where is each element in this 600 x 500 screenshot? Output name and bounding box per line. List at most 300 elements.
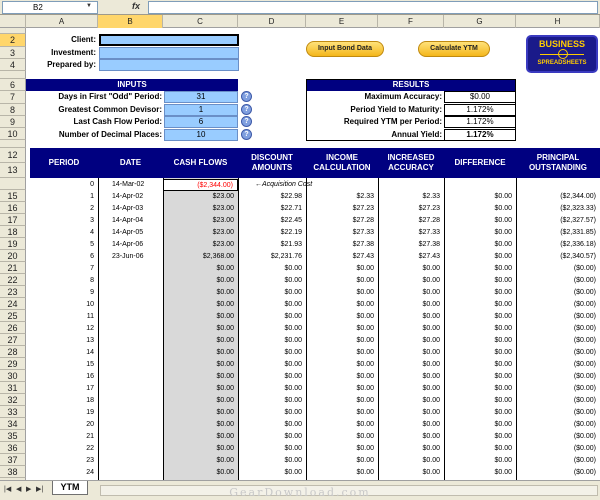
table-cell[interactable]: $27.43 xyxy=(352,253,374,260)
table-cell[interactable]: $0.00 xyxy=(284,301,302,308)
row-header-13[interactable]: 13 xyxy=(0,163,26,178)
table-cell[interactable]: $0.00 xyxy=(216,421,234,428)
row-header-5[interactable] xyxy=(0,71,26,79)
table-cell[interactable]: ($0.00) xyxy=(573,457,596,464)
table-cell[interactable]: $27.28 xyxy=(352,217,374,224)
table-cell[interactable]: $0.00 xyxy=(494,457,512,464)
table-cell[interactable] xyxy=(98,275,163,287)
table-cell[interactable]: ($0.00) xyxy=(573,385,596,392)
row-header-37[interactable]: 37 xyxy=(0,454,26,466)
table-cell[interactable]: $0.00 xyxy=(422,313,440,320)
table-cell[interactable]: 23-Jun-06 xyxy=(112,253,144,260)
table-cell[interactable] xyxy=(98,311,163,323)
table-cell[interactable]: 21 xyxy=(86,433,94,440)
table-cell[interactable] xyxy=(98,323,163,335)
table-cell[interactable]: $0.00 xyxy=(494,469,512,476)
table-cell[interactable]: 2 xyxy=(90,205,94,212)
table-cell[interactable]: 14 xyxy=(86,349,94,356)
table-cell[interactable] xyxy=(98,335,163,347)
table-cell[interactable]: $0.00 xyxy=(356,325,374,332)
table-cell[interactable] xyxy=(98,455,163,467)
table-cell[interactable] xyxy=(98,383,163,395)
results-value: 1.172% xyxy=(444,116,516,128)
prepared-by-field[interactable] xyxy=(99,59,239,71)
row-header-32[interactable]: 32 xyxy=(0,394,26,406)
table-cell[interactable]: $0.00 xyxy=(284,457,302,464)
table-cell[interactable]: $0.00 xyxy=(494,277,512,284)
table-cell[interactable]: 3 xyxy=(90,217,94,224)
table-cell[interactable]: $0.00 xyxy=(356,409,374,416)
table-cell[interactable]: 7 xyxy=(90,265,94,272)
table-cell[interactable]: $0.00 xyxy=(216,409,234,416)
table-cell[interactable]: ($2,344.00) xyxy=(560,193,596,200)
table-cell[interactable]: $0.00 xyxy=(356,397,374,404)
table-cell[interactable]: $0.00 xyxy=(216,469,234,476)
column-header-e[interactable]: E xyxy=(306,15,378,28)
acquisition-note-text: Acquisition Cost xyxy=(262,181,313,188)
prev-sheet-icon[interactable]: ◀ xyxy=(16,486,22,493)
table-cell[interactable]: $0.00 xyxy=(422,265,440,272)
inputs-label: Days in First "Odd" Period: xyxy=(58,92,162,101)
table-cell[interactable]: $0.00 xyxy=(284,337,302,344)
table-cell[interactable]: $0.00 xyxy=(284,433,302,440)
table-cell[interactable]: $27.43 xyxy=(418,253,440,260)
table-cell[interactable]: 16 xyxy=(86,373,94,380)
table-cell[interactable]: ($2,336.18) xyxy=(560,241,596,248)
table-cell[interactable]: $0.00 xyxy=(356,301,374,308)
table-cell[interactable]: ($0.00) xyxy=(573,349,596,356)
table-cell[interactable]: ($0.00) xyxy=(573,421,596,428)
table-cell[interactable]: $0.00 xyxy=(284,445,302,452)
table-cell[interactable]: $0.00 xyxy=(284,289,302,296)
formula-input[interactable] xyxy=(148,1,598,14)
table-cell[interactable]: ($0.00) xyxy=(573,265,596,272)
table-cell[interactable]: $0.00 xyxy=(494,313,512,320)
table-cell[interactable]: $0.00 xyxy=(356,421,374,428)
sheet-tab-ytm[interactable]: YTM xyxy=(52,481,88,495)
table-cell[interactable]: $23.00 xyxy=(212,217,234,224)
table-cell[interactable]: 8 xyxy=(90,277,94,284)
table-cell[interactable]: $0.00 xyxy=(284,313,302,320)
row-header-34[interactable]: 34 xyxy=(0,418,26,430)
header-discount-amounts: DISCOUNT AMOUNTS xyxy=(251,153,293,172)
table-cell[interactable]: $0.00 xyxy=(216,433,234,440)
row-header-29[interactable]: 29 xyxy=(0,358,26,370)
table-cell[interactable]: $0.00 xyxy=(494,445,512,452)
table-cell[interactable] xyxy=(378,179,444,191)
table-cell[interactable]: $0.00 xyxy=(422,373,440,380)
table-cell[interactable]: $27.28 xyxy=(418,217,440,224)
table-cell[interactable]: $0.00 xyxy=(356,433,374,440)
row-header-3[interactable]: 3 xyxy=(0,47,26,59)
table-cell[interactable]: ($0.00) xyxy=(573,325,596,332)
results-value: 1.172% xyxy=(444,104,516,116)
table-cell[interactable]: $0.00 xyxy=(422,469,440,476)
table-cell[interactable]: $0.00 xyxy=(422,445,440,452)
fx-icon[interactable]: fx xyxy=(132,1,141,11)
table-cell[interactable]: 23 xyxy=(86,457,94,464)
help-question-icon[interactable]: ? xyxy=(241,116,252,127)
watermark: GearDownload.com xyxy=(229,486,371,499)
table-cell[interactable]: 14-Mar-02 xyxy=(112,181,145,188)
table-cell[interactable]: 18 xyxy=(86,397,94,404)
row-header-22[interactable]: 22 xyxy=(0,274,26,286)
table-cell[interactable]: $22.71 xyxy=(280,205,302,212)
table-cell[interactable]: $27.23 xyxy=(418,205,440,212)
table-cell[interactable]: 9 xyxy=(90,289,94,296)
results-label: Annual Yield: xyxy=(391,129,442,139)
table-cell[interactable]: $0.00 xyxy=(216,325,234,332)
column-header-g[interactable]: G xyxy=(444,15,516,28)
table-cell[interactable]: 14-Apr-06 xyxy=(112,241,144,248)
table-cell[interactable]: $23.00 xyxy=(212,193,234,200)
table-cell[interactable]: $0.00 xyxy=(422,385,440,392)
table-cell[interactable] xyxy=(98,371,163,383)
table-cell[interactable]: $0.00 xyxy=(494,361,512,368)
row-header-17[interactable]: 17 xyxy=(0,214,26,226)
results-value: $0.00 xyxy=(444,91,516,103)
table-cell[interactable]: 22 xyxy=(86,445,94,452)
table-cell[interactable]: $0.00 xyxy=(356,337,374,344)
table-cell[interactable]: $0.00 xyxy=(422,277,440,284)
inputs-value-field[interactable]: 1 xyxy=(164,104,238,116)
table-cell[interactable]: $0.00 xyxy=(422,397,440,404)
table-cell[interactable]: $0.00 xyxy=(284,361,302,368)
column-header-a[interactable]: A xyxy=(26,15,98,28)
calculate-ytm-button[interactable]: Calculate YTM xyxy=(418,41,490,57)
table-cell[interactable]: $0.00 xyxy=(422,349,440,356)
column-header-d[interactable]: D xyxy=(238,15,306,28)
row-header-30[interactable]: 30 xyxy=(0,370,26,382)
table-cell[interactable]: $0.00 xyxy=(216,265,234,272)
table-cell[interactable]: 19 xyxy=(86,409,94,416)
results-box-border xyxy=(306,79,516,141)
table-cell[interactable]: $0.00 xyxy=(494,289,512,296)
table-cell[interactable] xyxy=(98,263,163,275)
table-cell[interactable]: $0.00 xyxy=(494,265,512,272)
client-field[interactable] xyxy=(99,34,239,46)
table-cell[interactable]: $0.00 xyxy=(494,397,512,404)
table-cell[interactable]: ($0.00) xyxy=(573,277,596,284)
row-header-8[interactable]: 8 xyxy=(0,104,26,116)
table-cell[interactable]: ($0.00) xyxy=(573,373,596,380)
table-cell[interactable]: 4 xyxy=(90,229,94,236)
table-cell[interactable]: $0.00 xyxy=(356,277,374,284)
table-cell[interactable]: $0.00 xyxy=(494,337,512,344)
table-cell[interactable]: $0.00 xyxy=(494,217,512,224)
logo-emblem-icon xyxy=(528,49,596,60)
table-cell[interactable]: $0.00 xyxy=(216,277,234,284)
column-divider xyxy=(378,178,379,480)
table-cell[interactable]: 13 xyxy=(86,337,94,344)
results-label: Period Yield to Maturity: xyxy=(350,104,442,114)
table-cell[interactable]: $0.00 xyxy=(216,373,234,380)
row-header-19[interactable]: 19 xyxy=(0,238,26,250)
table-cell[interactable]: $0.00 xyxy=(422,325,440,332)
table-cell[interactable]: $0.00 xyxy=(216,445,234,452)
table-cell[interactable]: $0.00 xyxy=(356,457,374,464)
row-header-35[interactable]: 35 xyxy=(0,430,26,442)
results-label: Maximum Accuracy: xyxy=(364,92,442,101)
row-header-10[interactable]: 10 xyxy=(0,128,26,140)
table-cell[interactable]: ($2,327.57) xyxy=(560,217,596,224)
table-cell[interactable]: ($0.00) xyxy=(573,361,596,368)
table-cell[interactable]: $0.00 xyxy=(494,325,512,332)
table-cell[interactable]: ($0.00) xyxy=(573,301,596,308)
help-question-icon[interactable]: ? xyxy=(241,104,252,115)
row-header-38[interactable]: 38 xyxy=(0,466,26,478)
table-cell[interactable]: $0.00 xyxy=(216,361,234,368)
table-cell[interactable]: $0.00 xyxy=(356,469,374,476)
table-cell[interactable]: $0.00 xyxy=(284,385,302,392)
table-cell[interactable]: $0.00 xyxy=(284,421,302,428)
table-cell[interactable]: ($2,344.00) xyxy=(163,179,238,191)
row-header-9[interactable]: 9 xyxy=(0,116,26,128)
table-cell[interactable] xyxy=(444,179,516,191)
table-cell[interactable] xyxy=(98,407,163,419)
table-cell[interactable]: $0.00 xyxy=(216,289,234,296)
inputs-label: Greatest Common Devisor: xyxy=(58,104,162,114)
table-cell[interactable]: $0.00 xyxy=(422,421,440,428)
table-cell[interactable]: $0.00 xyxy=(494,205,512,212)
header-period: PERIOD xyxy=(48,158,80,167)
table-cell[interactable]: $22.45 xyxy=(280,217,302,224)
table-cell[interactable]: $0.00 xyxy=(422,301,440,308)
investment-label: Investment: xyxy=(51,48,96,57)
first-sheet-icon[interactable]: |◀ xyxy=(4,486,12,493)
table-cell[interactable]: 11 xyxy=(86,313,94,320)
column-divider xyxy=(98,178,99,480)
table-cell[interactable] xyxy=(306,179,378,191)
table-cell[interactable]: ($0.00) xyxy=(573,313,596,320)
header-date: DATE xyxy=(119,158,142,167)
row-header-28[interactable]: 28 xyxy=(0,346,26,358)
table-cell[interactable] xyxy=(98,431,163,443)
row-header-11[interactable] xyxy=(0,140,26,148)
table-cell[interactable] xyxy=(98,359,163,371)
inputs-value-field[interactable]: 10 xyxy=(164,129,238,141)
table-cell[interactable]: $23.00 xyxy=(212,229,234,236)
table-cell[interactable] xyxy=(98,443,163,455)
table-cell[interactable]: $0.00 xyxy=(284,397,302,404)
inputs-label: Number of Decimal Places: xyxy=(58,129,162,139)
table-cell[interactable]: 15 xyxy=(86,361,94,368)
table-cell[interactable]: ($2,323.33) xyxy=(560,205,596,212)
row-header-4[interactable]: 4 xyxy=(0,59,26,71)
table-cell[interactable]: 6 xyxy=(90,253,94,260)
table-cell[interactable]: ($0.00) xyxy=(573,409,596,416)
row-header-33[interactable]: 33 xyxy=(0,406,26,418)
table-cell[interactable]: $0.00 xyxy=(356,361,374,368)
table-cell[interactable]: $0.00 xyxy=(356,265,374,272)
table-cell[interactable]: $21.93 xyxy=(280,241,302,248)
table-cell[interactable]: 17 xyxy=(86,385,94,392)
results-value: 1.172% xyxy=(444,129,516,141)
table-cell[interactable]: $0.00 xyxy=(494,409,512,416)
table-cell[interactable]: $23.00 xyxy=(212,205,234,212)
client-label: Client: xyxy=(71,35,96,44)
table-cell[interactable]: 1 xyxy=(90,193,94,200)
table-cell[interactable] xyxy=(98,287,163,299)
table-cell[interactable]: $0.00 xyxy=(422,409,440,416)
row-header-26[interactable]: 26 xyxy=(0,322,26,334)
row-header-36[interactable]: 36 xyxy=(0,442,26,454)
table-cell[interactable]: $0.00 xyxy=(356,385,374,392)
table-cell[interactable]: $0.00 xyxy=(356,349,374,356)
inputs-value-field[interactable]: 31 xyxy=(164,91,238,103)
table-cell[interactable]: $0.00 xyxy=(494,349,512,356)
table-cell[interactable]: $0.00 xyxy=(216,337,234,344)
table-cell[interactable]: $0.00 xyxy=(356,373,374,380)
row-header-7[interactable]: 7 xyxy=(0,91,26,104)
table-cell[interactable]: $0.00 xyxy=(216,313,234,320)
table-cell[interactable]: 10 xyxy=(86,301,94,308)
prepared-by-label: Prepared by: xyxy=(47,60,96,69)
arrow-left-icon: ← xyxy=(255,181,262,188)
investment-field[interactable] xyxy=(99,47,239,59)
table-cell[interactable]: $0.00 xyxy=(494,373,512,380)
table-cell[interactable]: $0.00 xyxy=(284,325,302,332)
help-question-icon[interactable]: ? xyxy=(241,129,252,140)
table-cell[interactable]: $2.33 xyxy=(356,193,374,200)
table-cell[interactable]: $0.00 xyxy=(284,469,302,476)
inputs-value-field[interactable]: 6 xyxy=(164,116,238,128)
table-cell[interactable] xyxy=(98,299,163,311)
table-cell[interactable]: $0.00 xyxy=(494,301,512,308)
table-cell[interactable] xyxy=(98,395,163,407)
table-cell[interactable]: $22.19 xyxy=(280,229,302,236)
table-cell[interactable]: $0.00 xyxy=(284,373,302,380)
table-cell[interactable]: $0.00 xyxy=(494,193,512,200)
table-cell[interactable]: $0.00 xyxy=(422,337,440,344)
table-cell[interactable]: $0.00 xyxy=(216,385,234,392)
table-cell[interactable] xyxy=(516,179,600,191)
table-cell[interactable]: $0.00 xyxy=(422,457,440,464)
row-header-18[interactable]: 18 xyxy=(0,226,26,238)
table-cell[interactable]: 12 xyxy=(86,325,94,332)
table-cell[interactable]: $0.00 xyxy=(216,349,234,356)
table-cell[interactable]: $2.33 xyxy=(422,193,440,200)
column-header-h[interactable]: H xyxy=(516,15,600,28)
logo-line1: BUSINESS xyxy=(538,39,585,49)
table-cell[interactable]: $0.00 xyxy=(422,289,440,296)
table-cell[interactable]: ($0.00) xyxy=(573,337,596,344)
table-cell[interactable] xyxy=(98,347,163,359)
table-cell[interactable]: $2,231.76 xyxy=(270,253,302,260)
row-header-14[interactable] xyxy=(0,178,26,190)
table-cell[interactable]: $22.98 xyxy=(280,193,302,200)
table-cell[interactable]: $0.00 xyxy=(284,409,302,416)
table-cell[interactable]: ($0.00) xyxy=(573,289,596,296)
table-cell[interactable] xyxy=(98,419,163,431)
table-cell[interactable]: $0.00 xyxy=(216,457,234,464)
row-header-6[interactable]: 6 xyxy=(0,79,26,91)
table-cell[interactable]: $0.00 xyxy=(216,397,234,404)
table-cell[interactable]: $2,368.00 xyxy=(202,253,234,260)
row-header-15[interactable]: 15 xyxy=(0,190,26,202)
logo-line2: SPREADSHEETS xyxy=(537,60,587,66)
row-header-24[interactable]: 24 xyxy=(0,298,26,310)
table-cell[interactable]: $0.00 xyxy=(216,301,234,308)
row-header-16[interactable]: 16 xyxy=(0,202,26,214)
column-header xyxy=(0,15,600,28)
table-cell[interactable]: $0.00 xyxy=(494,421,512,428)
table-cell[interactable]: 24 xyxy=(86,469,94,476)
table-cell[interactable]: ($0.00) xyxy=(573,433,596,440)
input-bond-data-button[interactable]: Input Bond Data xyxy=(306,41,384,57)
table-cell[interactable]: $0.00 xyxy=(284,265,302,272)
row-header-25[interactable]: 25 xyxy=(0,310,26,322)
table-cell[interactable]: $0.00 xyxy=(494,241,512,248)
table-cell[interactable]: $0.00 xyxy=(422,361,440,368)
table-cell[interactable]: 0 xyxy=(90,181,94,188)
table-cell[interactable]: $27.33 xyxy=(352,229,374,236)
table-cell[interactable]: $27.33 xyxy=(418,229,440,236)
table-cell[interactable]: $27.38 xyxy=(352,241,374,248)
table-cell[interactable]: ($2,340.57) xyxy=(560,253,596,260)
table-cell[interactable]: $0.00 xyxy=(422,433,440,440)
help-question-icon[interactable]: ? xyxy=(241,91,252,102)
table-cell[interactable]: ($0.00) xyxy=(573,445,596,452)
table-cell[interactable]: $0.00 xyxy=(284,277,302,284)
row-header-21[interactable]: 21 xyxy=(0,262,26,274)
table-cell[interactable]: $27.38 xyxy=(418,241,440,248)
table-cell[interactable]: 14-Apr-05 xyxy=(112,229,144,236)
table-cell[interactable]: $0.00 xyxy=(494,433,512,440)
row-header-12[interactable]: 12 xyxy=(0,148,26,163)
table-cell[interactable]: $0.00 xyxy=(356,313,374,320)
table-cell[interactable]: $0.00 xyxy=(494,253,512,260)
column-divider xyxy=(238,178,239,480)
results-title: RESULTS xyxy=(306,79,516,91)
select-all-corner[interactable] xyxy=(0,15,26,28)
inputs-title: INPUTS xyxy=(26,79,238,91)
header-increased-accuracy: INCREASED ACCURACY xyxy=(387,153,435,172)
header-cash-flows: CASH FLOWS xyxy=(173,158,228,167)
table-cell[interactable]: $0.00 xyxy=(356,289,374,296)
table-cell[interactable]: 20 xyxy=(86,421,94,428)
column-header-f[interactable]: F xyxy=(378,15,444,28)
table-cell[interactable]: 14-Apr-03 xyxy=(112,205,144,212)
row-header-27[interactable]: 27 xyxy=(0,334,26,346)
table-cell[interactable]: 14-Apr-02 xyxy=(112,193,144,200)
table-cell[interactable]: $0.00 xyxy=(356,445,374,452)
row-header-2[interactable]: 2 xyxy=(0,34,26,47)
row-header-31[interactable]: 31 xyxy=(0,382,26,394)
table-cell[interactable]: 5 xyxy=(90,241,94,248)
name-box[interactable]: B2 xyxy=(2,1,98,14)
row-header-20[interactable]: 20 xyxy=(0,250,26,262)
table-cell[interactable]: $23.00 xyxy=(212,241,234,248)
table-cell[interactable]: $0.00 xyxy=(494,229,512,236)
next-sheet-icon[interactable]: ▶ xyxy=(26,486,32,493)
table-cell[interactable]: $27.23 xyxy=(352,205,374,212)
column-header-c[interactable]: C xyxy=(163,15,238,28)
table-cell[interactable]: ($0.00) xyxy=(573,469,596,476)
formula-bar xyxy=(0,0,600,15)
row-header-23[interactable]: 23 xyxy=(0,286,26,298)
table-cell[interactable]: $0.00 xyxy=(284,349,302,356)
column-header-b[interactable]: B xyxy=(98,15,163,28)
table-cell[interactable]: ($0.00) xyxy=(573,397,596,404)
name-box-dropdown-icon[interactable]: ▼ xyxy=(86,3,92,9)
table-header xyxy=(30,148,600,178)
table-cell[interactable] xyxy=(98,467,163,479)
table-cell[interactable]: $0.00 xyxy=(494,385,512,392)
table-cell[interactable]: 14-Apr-04 xyxy=(112,217,144,224)
last-sheet-icon[interactable]: ▶| xyxy=(36,486,44,493)
table-cell[interactable]: ($2,331.85) xyxy=(560,229,596,236)
